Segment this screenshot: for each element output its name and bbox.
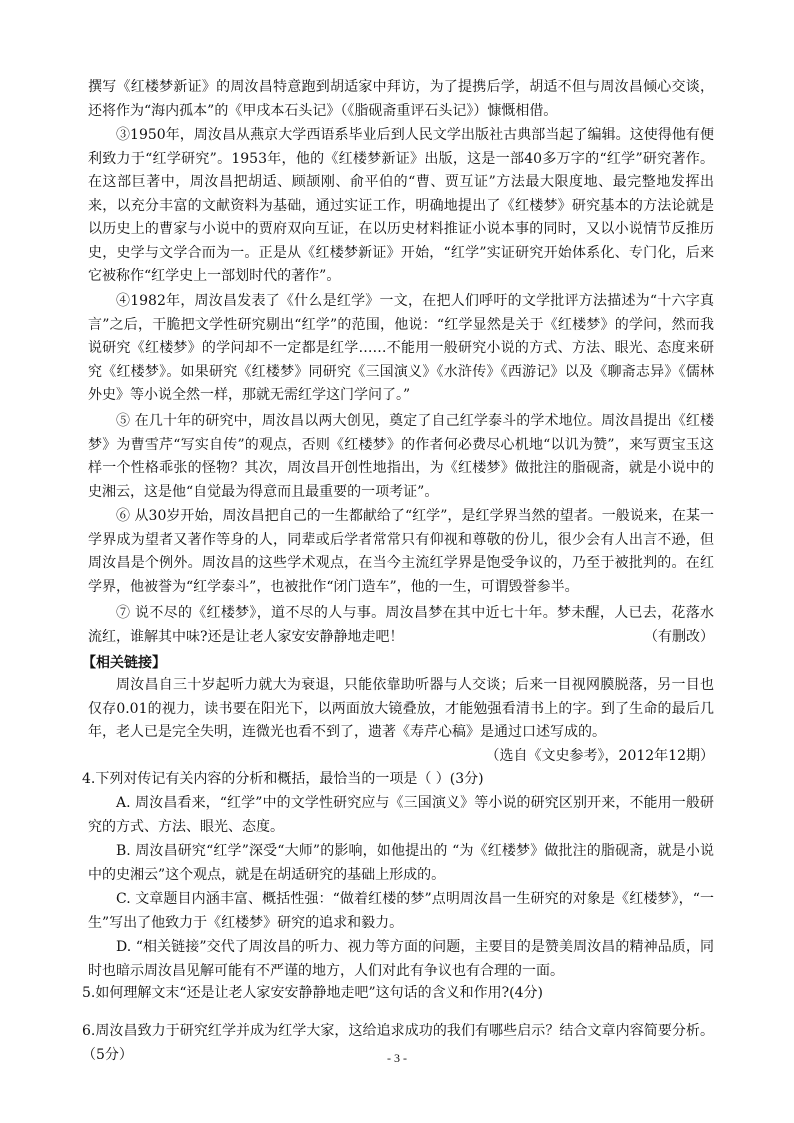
related-link-body: 周汝昌自三十岁起听力就大为衰退，只能依靠助听器与人交谈；后来一目视网膜脱落，另一目也仅存0.01的视力，读书要在阳光下，以两面放大镜叠放，才能勉强看清书上的字。到了生命的最后几年，老人已是完全失明，连微光也看不到了，遗著《寿芹心稿》是通过口述写成的。 bbox=[88, 677, 714, 740]
paragraph-4: ④1982年，周汝昌发表了《什么是红学》一文，在把人们呼吁的文学批评方法描述为“十六字真言”之后，干脆把文学性研究剔出“红学”的范围，他说：“红学显然是关于《红楼梦》的学问，然而我说研究《红楼梦》的学问却不一定都是红学……不能用一般研究小说的方式、方法、眼光、态度来研究《红楼梦》。如果研究《红楼梦》同研究《三国演义》《水浒传》《西游记》以及《聊斋志异》《儒林外史》等小说全然一样，那就无需红学这门学问了。” bbox=[88, 293, 714, 403]
question-4-option-d: D. “相关链接”交代了周汝昌的听力、视力等方面的问题，主要目的是赞美周汝昌的精神品质，同时也暗示周汝昌见解可能有不严谨的地方，人们对此有争议也有合理的一面。 bbox=[88, 939, 714, 979]
page-number: - 3 - bbox=[387, 1051, 407, 1065]
related-link-source: （选自《文史参考》，2012年12期） bbox=[485, 747, 714, 764]
related-link-text bbox=[88, 674, 714, 768]
question-4-option-a: A. 周汝昌看来，“红学”中的文学性研究应与《三国演义》等小说的研究区别开来，不能用一般研究的方式、方法、眼光、态度。 bbox=[88, 795, 714, 835]
intro-paragraph: 撰写《红楼梦新证》的周汝昌特意跑到胡适家中拜访，为了提携后学，胡适不但与周汝昌倾心交谈，还将作为“海内孤本”的《甲戌本石头记》（《脂砚斋重评石头记》）慷慨相借。 bbox=[88, 79, 714, 119]
paragraph-7 bbox=[88, 602, 714, 649]
paragraph-6: ⑥ 从30岁开始，周汝昌把自己的一生都献给了“红学”，是红学界当然的望者。一般说来，在某一学界成为望者又著作等身的人，同辈或后学者常常只有仰视和尊敬的份儿，很少会有人出言不逊，但周汝昌是个例外。周汝昌的这些学术观点，在当今主流红学界是饱受争议的，乃至于被批判的。在红学界，他被誉为“红学泰斗”，也被批作“闭门造车”，他的一生，可谓毁誉参半。 bbox=[88, 508, 714, 595]
related-link-heading: 【相关链接】 bbox=[82, 655, 166, 671]
question-5: 5.如何理解文末“还是让老人家安安静静地走吧”这句话的含义和作用?(4分) bbox=[82, 985, 544, 1001]
paragraph-5: ⑤ 在几十年的研究中，周汝昌以两大创见，奠定了自己红学泰斗的学术地位。周汝昌提出《红楼梦》为曹雪芹“写实自传”的观点，否则《红楼梦》的作者何必费尽心机地“以讥为赞”，来写贾宝玉这样一个性格乖张的怪物？其次，周汝昌开创性地指出，为《红楼梦》做批注的脂砚斋，就是小说中的史湘云，这是他“自觉最为得意而且最重要的一项考证”。 bbox=[88, 413, 714, 500]
question-4-option-c: C. 文章题目内涵丰富、概括性强：“做着红楼的梦”点明周汝昌一生研究的对象是《红楼梦》，“一生”写出了他致力于《红楼梦》研究的追求和毅力。 bbox=[88, 891, 714, 931]
paragraph-3: ③1950年，周汝昌从燕京大学西语系毕业后到人民文学出版社古典部当起了编辑。这使得他有便利致力于“红学研究”。1953年，他的《红楼梦新证》出版，这是一部40多万字的“红学”研究著作。在这部巨著中，周汝昌把胡适、顾颉刚、俞平伯的“曹、贾互证”方法最大限度地、最完整地发挥出来，以充分丰富的文献资料为基础，通过实证工作，明确地提出了《红楼梦》研究基本的方法论就是以历史上的曹家与小说中的贾府双向互证，在以历史材料推证小说本事的同时，又以小说情节反推历史，史学与文学合而为一。正是从《红楼梦新证》开始，“红学”实证研究开始体系化、专门化，后来它被称作“红学史上一部划时代的著作”。 bbox=[88, 127, 714, 284]
abridged-note: （有删改） bbox=[644, 628, 714, 645]
question-4-option-b: B. 周汝昌研究“红学”深受“大师”的影响，如他提出的 “为《红楼梦》做批注的脂砚斋，就是小说中的史湘云”这个观点，就是在胡适研究的基础上形成的。 bbox=[88, 843, 714, 883]
paragraph-7-text: ⑦ 说不尽的《红楼梦》，道不尽的人与事。周汝昌梦在其中近七十年。梦未醒，人已去，花落水流红，谁解其中味?还是让老人家安安静静地走吧！ bbox=[88, 605, 714, 645]
question-4: 4.下列对传记有关内容的分析和概括，最恰当的一项是（ ）(3分) bbox=[82, 771, 484, 787]
question-6: 6.周汝昌致力于研究红学并成为红学大家，这给追求成功的我们有哪些启示？结合文章内容简要分析。（5分） bbox=[82, 1023, 714, 1063]
